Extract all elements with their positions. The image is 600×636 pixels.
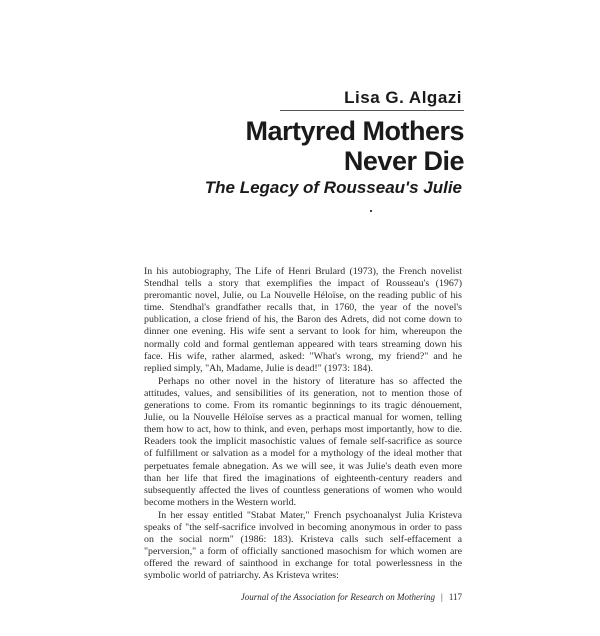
paragraph-3: In her essay entitled "Stabat Mater," French psychoanalyst Julia Kristeva speaks of "the self-sacrifice involved in becoming anonymous in order to pass on the social norm" (1986: 183). Kristeva calls such self-effacement a "perversion," a form of officially sanctioned masochism for which women are offered the reward of sainthood in exchange for total powerlessness in the symbolic world of patriarchy. As Kristeva writes: [144, 509, 462, 582]
page-footer [241, 592, 462, 602]
article-title [245, 116, 464, 176]
title-line-1: Martyred Mothers [245, 116, 464, 146]
footer-separator: | [441, 592, 443, 602]
paragraph-2: Perhaps no other novel in the history of literature has so affected the attitudes, values, and sensibilities of its generation, not to mention those of generations to come. From its romantic beginnings to its tragic dénouement, Julie, ou la Nouvelle Héloïse serves as a practical manual for women, telling them how to act, how to think, and even, perhaps most importantly, how to die. Readers took the implicit masochistic values of female self-sacrifice as source of fulfillment or salvation as a model for a mythology of the ideal mother that perpetuates female abnegation. As we will see, it was Julie's death even more than her life that fired the imaginations of eighteenth-century readers and subsequently affected the lives of countless generations of women who would become mothers in the Western world. [144, 375, 462, 508]
ink-speck [370, 210, 372, 212]
paragraph-1: In his autobiography, The Life of Henri Brulard (1973), the French novelist Stendhal tells a story that exemplifies the impact of Rousseau's (1967) preromantic novel, Julie, ou La Nouvelle Héloïse, on the reading public of his time. Stendhal's grandfather recalls that, in 1760, the year of the novel's publication, a close friend of his, the Baron des Adrets, did not come down to dinner one evening. His wife sent a servant to look for him, whereupon the normally cold and formal gentleman appeared with tears streaming down his face. His wife, rather alarmed, asked: "What's wrong, my friend?" and he replied simply, "Ah, Madame, Julie is dead!" (1973: 184). [144, 266, 462, 374]
title-line-2: Never Die [343, 146, 464, 176]
article-subtitle: The Legacy of Rousseau's Julie [204, 178, 462, 197]
article-body [144, 266, 462, 582]
author-rule [280, 110, 464, 111]
journal-name: Journal of the Association for Research on Mothering [240, 592, 436, 602]
page-number: 117 [448, 592, 462, 602]
author-name: Lisa G. Algazi [344, 88, 462, 107]
